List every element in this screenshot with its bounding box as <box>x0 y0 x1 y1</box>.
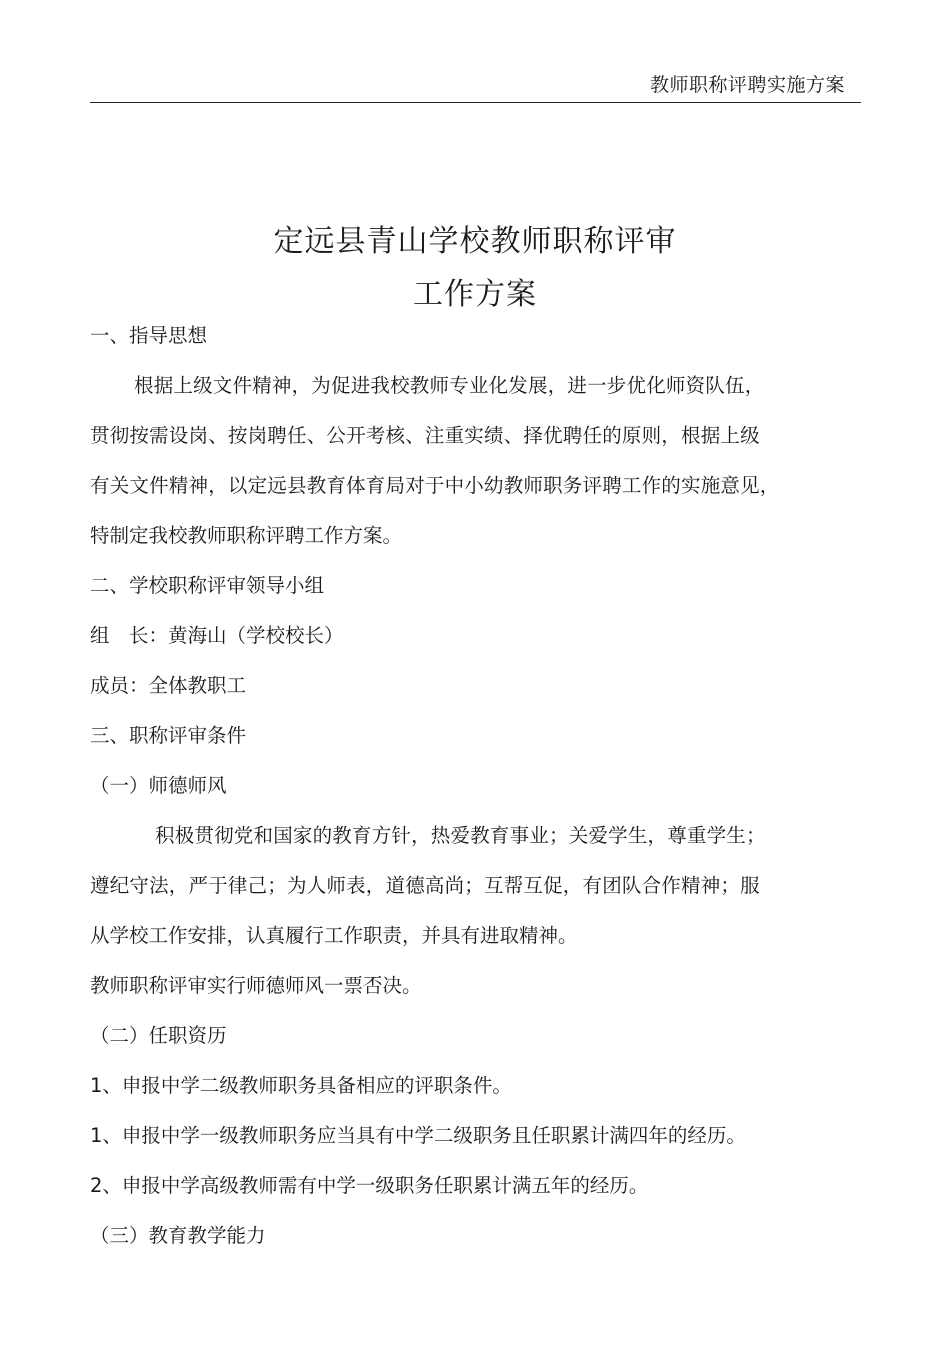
list-item: 1、申报中学一级教师职务应当具有中学二级职务且任职累计满四年的经历。 <box>90 1124 746 1147</box>
subsection-heading-qualifications: （二）任职资历 <box>90 1024 227 1047</box>
paragraph-line: 遵纪守法，严于律己；为人师表，道德高尚；互帮互促，有团队合作精神；服 <box>90 874 760 897</box>
subsection-heading-teaching-ability: （三）教育教学能力 <box>90 1224 266 1247</box>
paragraph-line: 特制定我校教师职称评聘工作方案。 <box>90 524 403 547</box>
group-leader-line: 组 长：黄海山（学校校长） <box>90 624 344 647</box>
paragraph-line: 贯彻按需设岗、按岗聘任、公开考核、注重实绩、择优聘任的原则，根据上级 <box>90 424 760 447</box>
section-heading-guiding-ideology: 一、指导思想 <box>90 324 208 347</box>
document-title-line-1: 定远县青山学校教师职称评审 <box>273 224 677 259</box>
list-item: 2、申报中学高级教师需有中学一级职务任职累计满五年的经历。 <box>90 1174 649 1197</box>
header-title: 教师职称评聘实施方案 <box>649 74 845 96</box>
paragraph-line: 积极贯彻党和国家的教育方针，热爱教育事业；关爱学生，尊重学生； <box>155 824 766 847</box>
group-members-line: 成员：全体教职工 <box>90 674 247 697</box>
paragraph-line: 有关文件精神，以定远县教育体育局对于中小幼教师职务评聘工作的实施意见， <box>90 474 780 497</box>
paragraph-line: 从学校工作安排，认真履行工作职责，并具有进取精神。 <box>90 924 578 947</box>
document-title-line-2: 工作方案 <box>413 277 537 312</box>
section-heading-leadership-group: 二、学校职称评审领导小组 <box>90 574 325 597</box>
list-item: 1、申报中学二级教师职务具备相应的评职条件。 <box>90 1074 512 1097</box>
paragraph-line: 教师职称评审实行师德师风一票否决。 <box>90 974 422 997</box>
paragraph-line: 根据上级文件精神，为促进我校教师专业化发展，进一步优化师资队伍， <box>134 374 765 397</box>
page-header <box>90 66 861 103</box>
subsection-heading-ethics: （一）师德师风 <box>90 774 227 797</box>
section-heading-conditions: 三、职称评审条件 <box>90 724 247 747</box>
